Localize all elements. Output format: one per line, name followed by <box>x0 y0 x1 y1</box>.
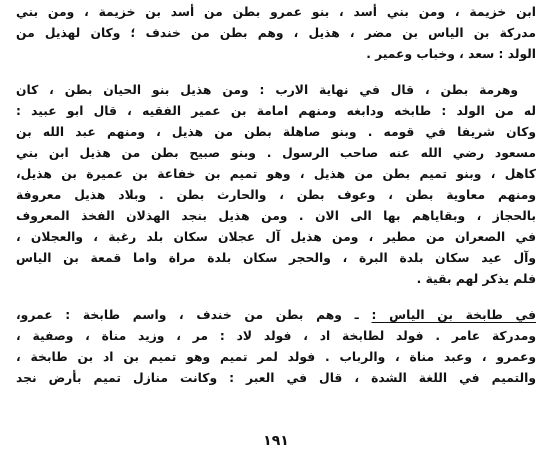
heading-line-text: ـ وهم بطن من خندف ، واسم طابخة : عمرو، <box>16 308 359 322</box>
text-line: وآل عيد سكان بلدة البرة ، والحجر سكان بلدة مراة واما قمعة بن الياس <box>16 251 536 265</box>
page-number: ١٩١ <box>263 433 289 449</box>
paragraph-hudhayl-intro <box>16 2 536 65</box>
text-line <box>16 305 536 326</box>
text-line: فلم يذكر لهم بقية . <box>416 272 536 286</box>
text-line: مسعود رضي الله عنه صاحب الرسول . وبنو صبيح بطن من هذيل ابن بني <box>16 146 536 160</box>
paragraph-hudhayl-branches <box>16 80 536 290</box>
text-line: وكان شريفا في قومه . وبنو صاهلة بطن من هذيل ، ومنهم عبد الله بن <box>16 125 536 139</box>
paragraph-gap <box>16 65 536 80</box>
text-line: والتميم في اللغة الشدة ، قال في العبر : وكانت منازل تميم بأرض نجد <box>16 371 536 385</box>
text-line: الولد : سعد ، وخباب وعمير . <box>366 47 536 61</box>
text-line: له من الولد : طابخه ودابغه ومنهم امامة بن عمير الفقيه ، قال ابو عبيد : <box>16 104 536 118</box>
text-line: بالحجاز ، وبقاياهم بها الى الان . ومن هذيل بنجد الهذلان الفخذ المعروف <box>16 209 536 223</box>
text-line: ابن خزيمة ، ومن بني أسد ، بنو عمرو بطن من أسد بن خزيمة ، ومن بني <box>16 5 536 19</box>
text-line: ومنهم معاوية بطن ، وعوف بطن ، والحارث بطن . وبلاد هذيل معروفة <box>16 188 536 202</box>
paragraph-tabikha <box>16 305 536 389</box>
paragraph-gap <box>16 290 536 305</box>
text-line: في الصعران من مطير ، ومن هذيل آل عجلان سكان بلد رغبة ، والعجلان ، <box>16 230 536 244</box>
text-line: وهرمة بطن ، قال في نهاية الارب : ومن هذيل بنو الحيان بطن ، كان <box>16 83 518 97</box>
text-line: وعمرو ، وعبد مناة ، والرباب . فولد لمر تميم وهو تميم بن اد بن طابخة ، <box>16 350 536 364</box>
text-line: كاهل ، وبنو تميم بطن من هذيل ، وهو تميم بن خفاعة بن عميرة بن هذيل، <box>16 167 536 181</box>
section-heading: في طابخة بن الياس : <box>371 308 536 322</box>
text-line: ومدركة عامر . فولد لطابخة اد ، فولد لاد : مر ، وزيد مناة ، وصفية ، <box>16 329 536 343</box>
text-line: مدركة بن الياس بن مضر ، هذيل ، وهم بطن من خندف ؛ وكان لهذيل من <box>16 26 536 40</box>
